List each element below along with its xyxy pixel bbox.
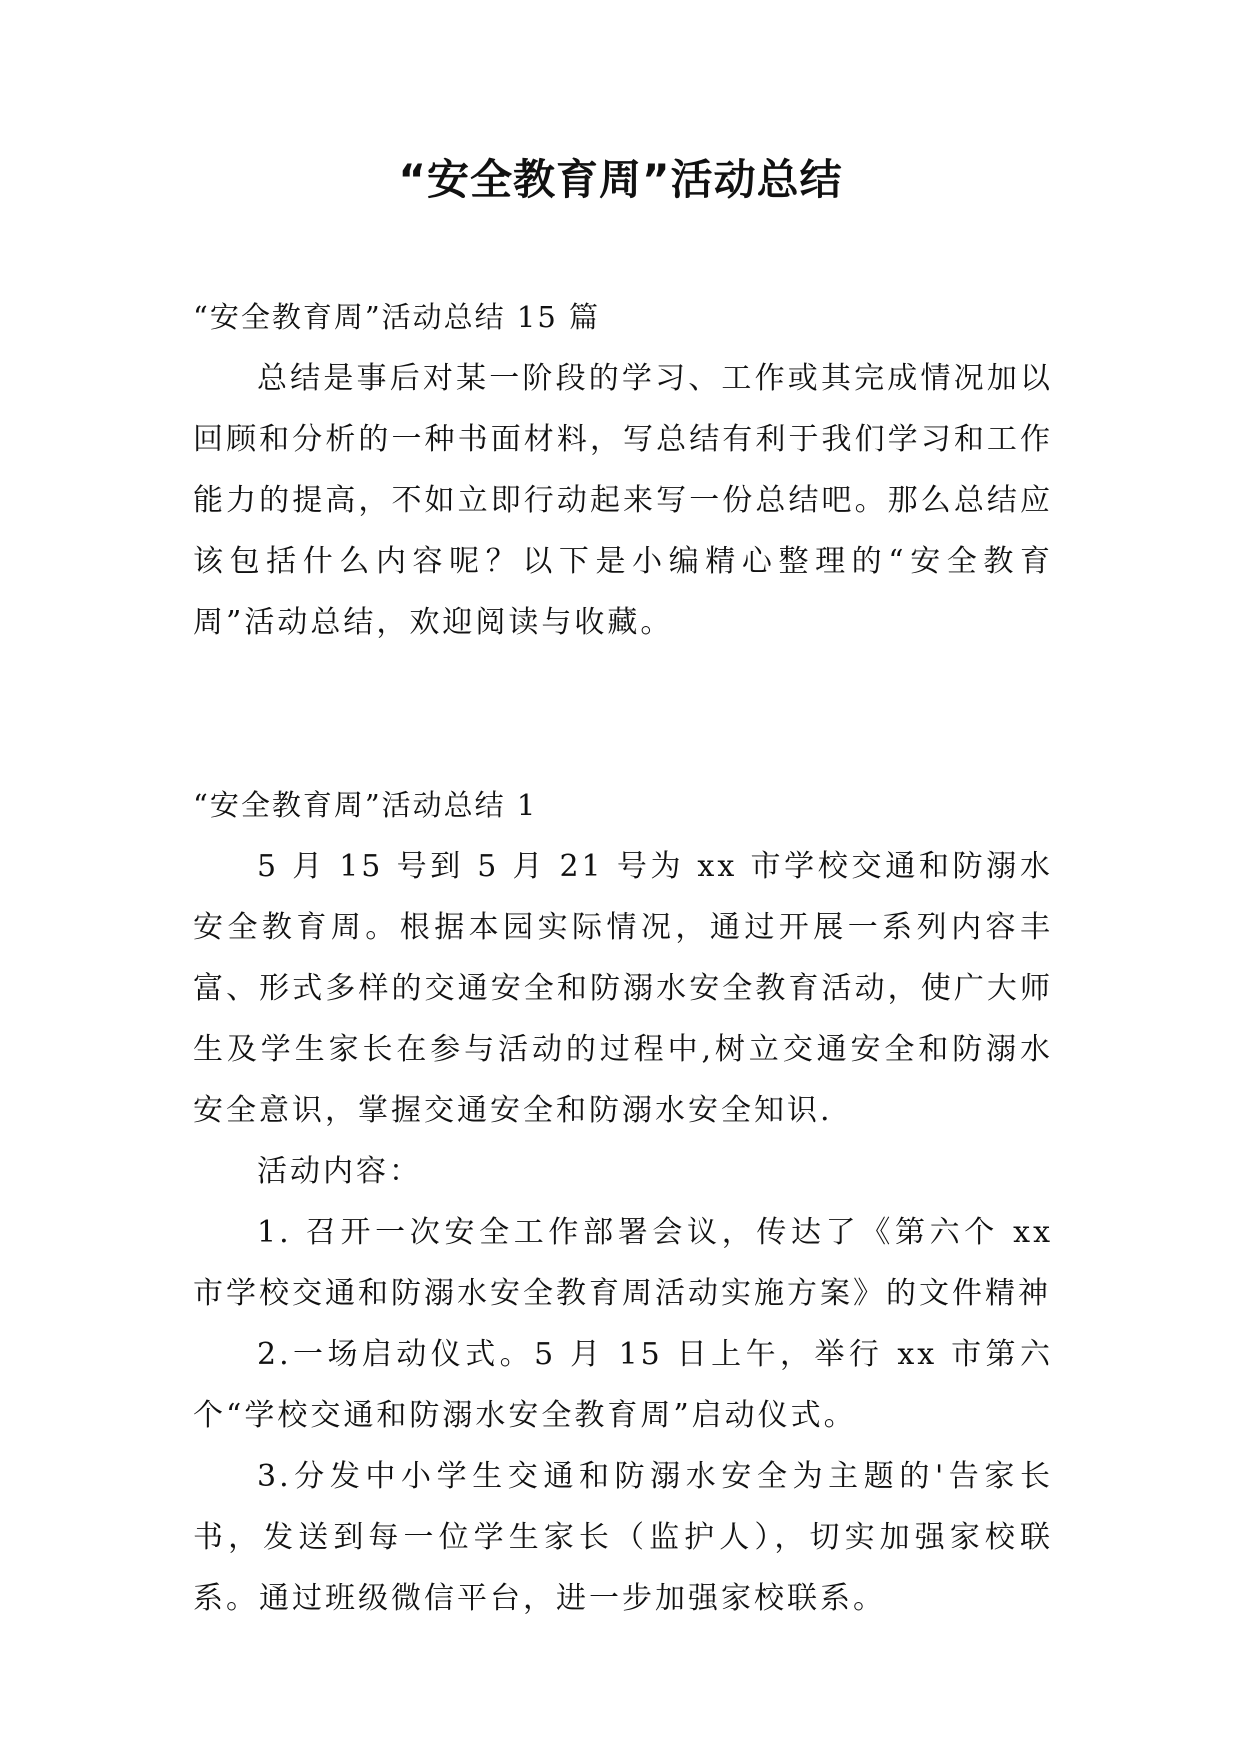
section-heading: “安全教育周”活动总结 1 [193,788,538,822]
activity-item-3: 3.分发中小学生交通和防溺水安全为主题的'告家长书，发送到每一位学生家长（监护人），切实加强家校联系。通过班级微信平台，进一步加强家校联系。 [193,1459,1053,1616]
collection-heading: “安全教育周”活动总结 15 篇 [193,300,600,334]
section-spacer [193,653,1053,775]
activities-label: 活动内容： [257,1154,422,1189]
document-body [193,287,1053,1629]
activity-item-2: 2.一场启动仪式。5 月 15 日上午，举行 xx 市第六个“学校交通和防溺水安全教育周”启动仪式。 [193,1337,1053,1433]
section-paragraph: 5 月 15 号到 5 月 21 号为 xx 市学校交通和防溺水安全教育周。根据本园实际情况，通过开展一系列内容丰富、形式多样的交通安全和防溺水安全教育活动，使广大师生及学生家长在参与活动的过程中,树立交通安全和防溺水安全意识，掌握交通安全和防溺水安全知识. [193,849,1053,1128]
activity-item-1: 1. 召开一次安全工作部署会议，传达了《第六个 xx 市学校交通和防溺水安全教育周活动实施方案》的文件精神 [193,1215,1053,1311]
document-title: “安全教育周”活动总结 [398,155,843,204]
intro-paragraph: 总结是事后对某一阶段的学习、工作或其完成情况加以回顾和分析的一种书面材料，写总结有利于我们学习和工作能力的提高，不如立即行动起来写一份总结吧。那么总结应该包括什么内容呢？以下是小编精心整理的“安全教育周”活动总结，欢迎阅读与收藏。 [193,361,1053,640]
